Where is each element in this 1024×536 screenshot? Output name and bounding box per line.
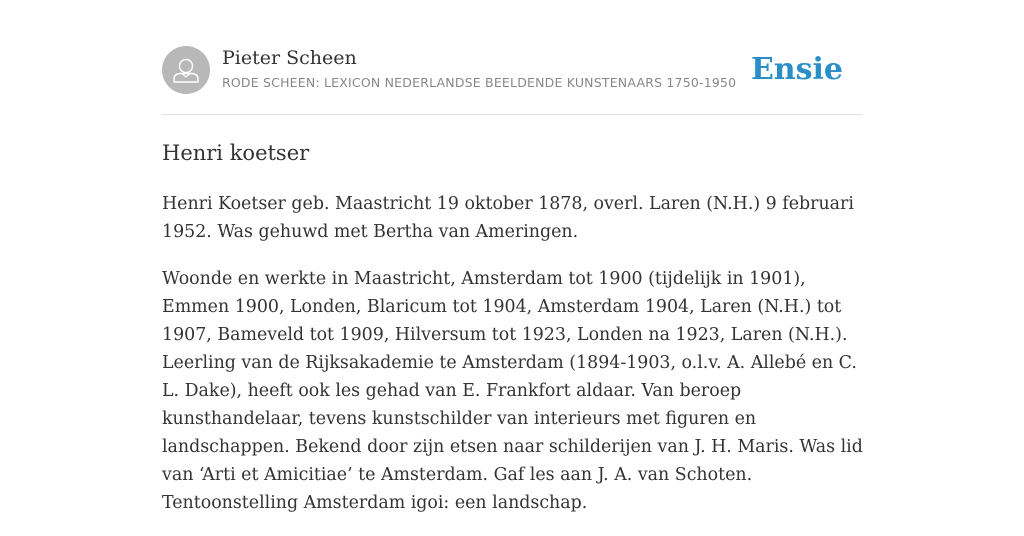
ensie-logo[interactable]: Ensie [750, 52, 843, 87]
entry-body [162, 190, 870, 536]
user-avatar-icon [162, 46, 210, 94]
entry-card [162, 46, 863, 513]
entry-title: Henri koetser [162, 141, 310, 165]
author-name[interactable]: Pieter Scheen [222, 47, 357, 69]
entry-paragraph: Woonde en werkte in Maastricht, Amsterdam tot 1900 (tijdelijk in 1901), Emmen 1900, Londen, Blaricum tot 1904, Amsterdam 1904, Laren (N.H.) tot 1907, Bameveld tot 1909, Hilversum tot 1923, Londen na 1923, Laren (N.H.). Leerling van de Rijksakademie te Amsterdam (1894-1903, o.l.v. A. Allebé en C. L. Dake), heeft ook les gehad van E. Frankfort aldaar. Van beroep kunsthandelaar, tevens kunstschilder van interieurs met figuren en landschappen. Bekend door zijn etsen naar schilderijen van J. H. Maris. Was lid van ‘Arti et Amicitiae’ te Amsterdam. Gaf les aan J. A. van Schoten. Tentoonstelling Amsterdam igoi: een landschap. [162, 269, 863, 513]
entry-header [162, 46, 862, 115]
entry-paragraph: Henri Koetser geb. Maastricht 19 oktober 1878, overl. Laren (N.H.) 9 februari 1952. Was gehuwd met Bertha van Ameringen. [162, 194, 854, 242]
source-title[interactable]: RODE SCHEEN: LEXICON NEDERLANDSE BEELDENDE KUNSTENAARS 1750-1950 [222, 75, 737, 90]
